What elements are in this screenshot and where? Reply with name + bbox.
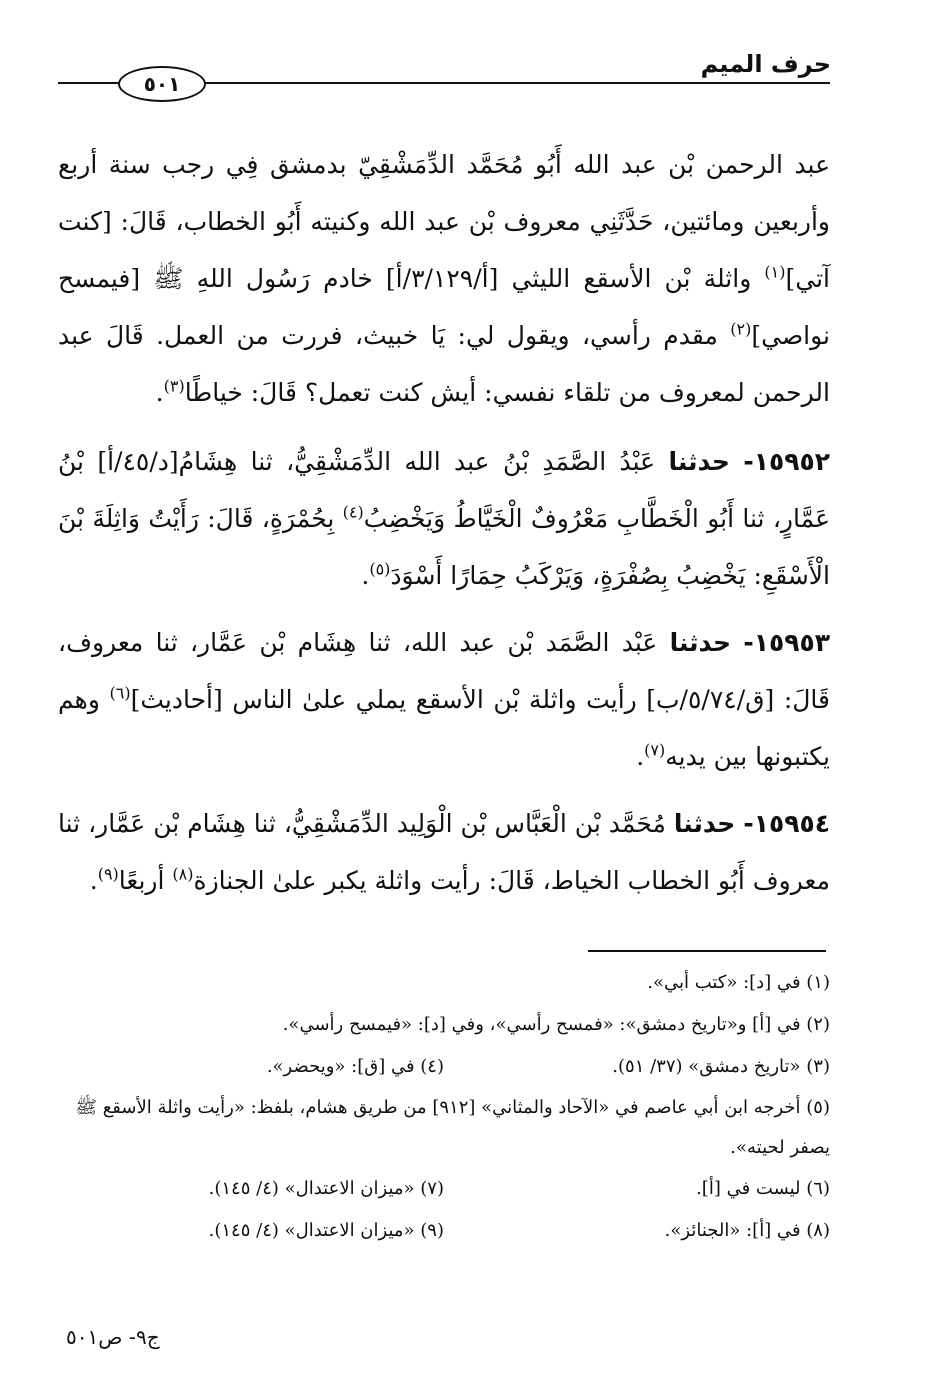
footnote-ref-3: (٣) bbox=[163, 376, 185, 396]
footnote-separator bbox=[588, 950, 826, 952]
footnote-6: (٦) ليست في [أ]. bbox=[696, 1178, 830, 1199]
hadith-keyword: حدثنا bbox=[669, 628, 732, 657]
hadith-text: مُحَمَّد بْن الْعَبَّاس بْن الْوَلِيد الدِّمَشْقِيُّ، ثنا هِشَام بْن عَمَّار، ثنا معروف أَبُو الخطاب الخياط، قَالَ: رأيت واثلة يكبر علىٰ الجنازة bbox=[58, 809, 830, 895]
footnote-row bbox=[58, 1046, 830, 1088]
hadith-keyword: حدثنا bbox=[673, 809, 736, 838]
footnote-ref-7: (٧) bbox=[644, 740, 666, 760]
footnote-row bbox=[58, 1168, 830, 1210]
paragraph-intro bbox=[58, 136, 830, 421]
paragraph-text: مقدم رأسي، ويقول لي: يَا خبيث، فررت من العمل. قَالَ عبد الرحمن لمعروف من تلقاء نفسي: أيش كنت تعمل؟ قَالَ: خياطًا bbox=[58, 321, 830, 407]
hadith-text: . bbox=[361, 561, 370, 590]
hadith-text: بِحُمْرَةٍ، قَالَ: رَأَيْتُ وَاثِلَةَ بْنَ الْأَسْقَعِ: يَخْضِبُ بِصُفْرَةٍ، وَيَرْكَبُ حِمَارًا أَسْوَدَ bbox=[58, 504, 830, 590]
hadith-text: . bbox=[89, 866, 98, 895]
footnote-7: (٧) «ميزان الاعتدال» (٤/ ١٤٥). bbox=[208, 1178, 444, 1199]
footnote-ref-5: (٥) bbox=[369, 559, 391, 579]
footnote-row bbox=[58, 1088, 830, 1168]
footnote-ref-2: (٢) bbox=[730, 319, 752, 339]
hadith-number: ١٥٩٥٤- bbox=[743, 809, 830, 838]
chapter-title: حرف الميم bbox=[700, 50, 831, 78]
footnote-ref-1: (١) bbox=[764, 262, 786, 282]
paragraph-text: . bbox=[155, 378, 164, 407]
footnote-2: (٢) في [أ] و«تاريخ دمشق»: «فمسح رأسي»، وفي [د]: «فيمسح رأسي». bbox=[282, 1014, 830, 1035]
hadith-keyword: حدثنا bbox=[668, 447, 730, 476]
hadith-15952 bbox=[58, 433, 830, 604]
hadith-15954 bbox=[58, 795, 830, 909]
volume-page-reference: ج٩- ص٥٠١ bbox=[66, 1325, 160, 1349]
footnotes bbox=[58, 962, 830, 1252]
footnote-ref-6: (٦) bbox=[109, 683, 131, 703]
hadith-15953 bbox=[58, 614, 830, 785]
hadith-text: عَبْد الصَّمَد بْن عبد الله، ثنا هِشَام بْن عَمَّار، ثنا معروف، قَالَ: [ق/٥/٧٤/ب] رأيت واثلة بْن الأسقع يملي علىٰ الناس [أحاديث] bbox=[58, 628, 830, 714]
footnote-row bbox=[58, 962, 830, 1004]
hadith-text: عَبْدُ الصَّمَدِ بْنُ عبد الله الدِّمَشْقِيُّ، ثنا هِشَامُ[د/٤٥/أ] بْنُ عَمَّارٍ، ثنا أَبُو الْخَطَّابِ مَعْرُوفٌ الْخَيَّاطُ وَيَخْضِبُ bbox=[58, 447, 830, 533]
footnote-4: (٤) في [ق]: «ويحضر». bbox=[266, 1056, 444, 1077]
footnote-row bbox=[58, 1210, 830, 1252]
hadith-number: ١٥٩٥٣- bbox=[743, 628, 830, 657]
page-number-badge: ٥٠١ bbox=[118, 66, 206, 102]
footnote-8: (٨) في [أ]: «الجنائز». bbox=[664, 1220, 830, 1241]
footnote-3: (٣) «تاريخ دمشق» (٣٧/ ٥١). bbox=[612, 1056, 830, 1077]
hadith-text: وهم يكتبونها بين يديه bbox=[58, 685, 830, 771]
footnote-row bbox=[58, 1004, 830, 1046]
hadith-text: أربعًا bbox=[118, 866, 173, 895]
hadith-text: . bbox=[636, 742, 645, 771]
paragraph-text: واثلة بْن الأسقع الليثي [أ/٣/١٢٩/أ] خادم رَسُول اللهِ ﷺ [فيمسح نواصي] bbox=[58, 264, 830, 350]
footnote-5: (٥) أخرجه ابن أبي عاصم في «الآحاد والمثاني» [٩١٢] من طريق هشام، بلفظ: «رأيت واثلة الأسقع ﷺ يصفر لحيته». bbox=[75, 1097, 830, 1158]
main-text bbox=[58, 136, 830, 919]
hadith-number: ١٥٩٥٢- bbox=[743, 447, 830, 476]
footnote-ref-8: (٨) bbox=[172, 864, 194, 884]
footnote-ref-9: (٩) bbox=[97, 864, 119, 884]
footnote-ref-4: (٤) bbox=[342, 502, 364, 522]
footnote-9: (٩) «ميزان الاعتدال» (٤/ ١٤٥). bbox=[208, 1220, 444, 1241]
footnote-1: (١) في [د]: «كتب أبي». bbox=[647, 972, 830, 993]
paragraph-text: عبد الرحمن بْن عبد الله أَبُو مُحَمَّد الدِّمَشْقِيّ بدمشق فِي رجب سنة أربع وأربعين ومائتين، حَدَّثَنِي معروف بْن عبد الله وكنيته أَبُو الخطاب، قَالَ: [كنت آتي] bbox=[58, 150, 830, 293]
